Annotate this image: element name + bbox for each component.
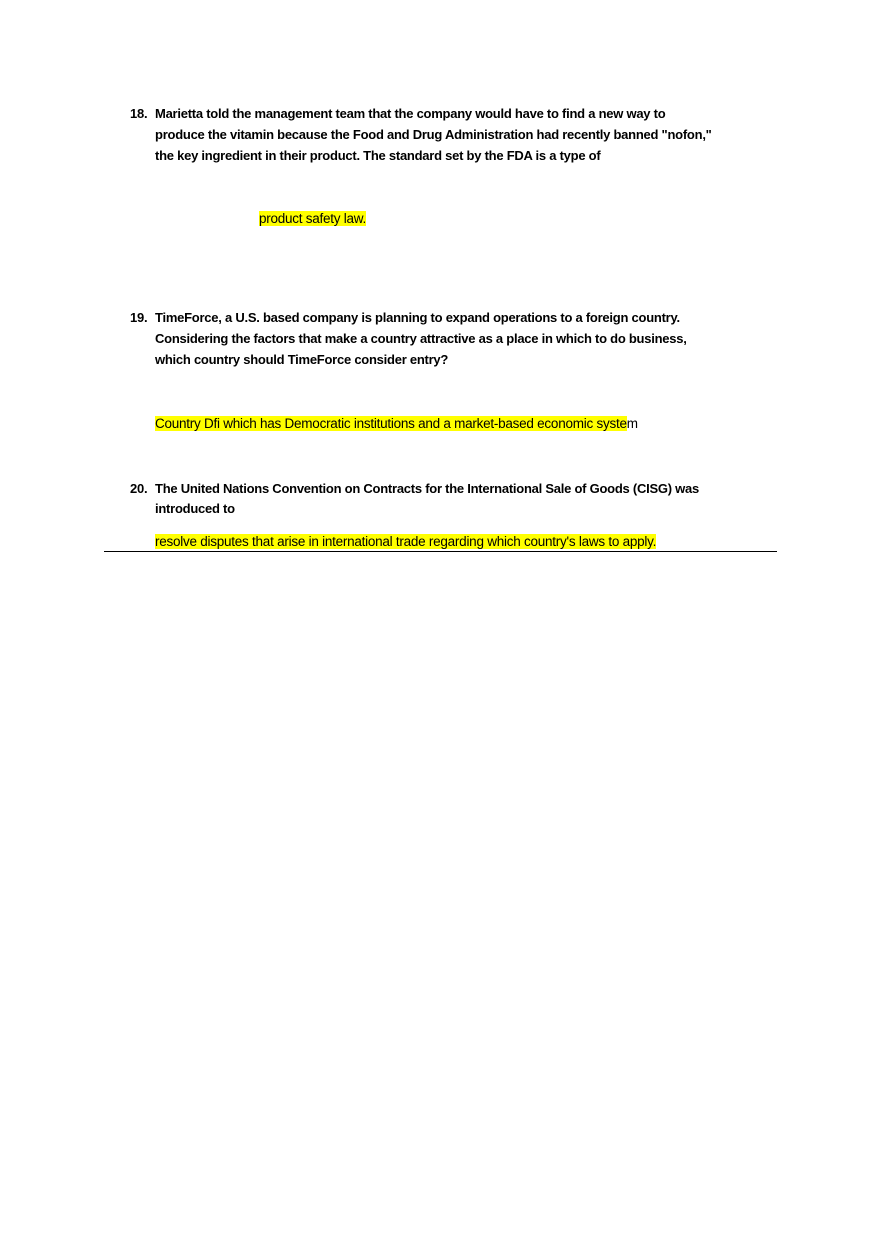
question-number: 20. [130,481,148,496]
answer-tail: m [626,416,638,431]
question-text-line: The United Nations Convention on Contracts for the International Sale of Goods (CISG) was [155,481,700,496]
question-text-line: produce the vitamin because the Food and Drug Administration had recently banned "nofon," [155,127,712,142]
question-text-line: the key ingredient in their product. The standard set by the FDA is a type of [155,148,601,163]
answer [155,533,656,551]
answer [155,415,638,433]
question-text-line: Considering the factors that make a country attractive as a place in which to do business, [155,331,687,346]
question-text-line: TimeForce, a U.S. based company is planning to expand operations to a foreign country. [155,310,680,325]
answer-highlighted: Country Dfi which has Democratic institutions and a market-based economic syste [155,416,627,431]
answer-highlighted: resolve disputes that arise in international trade regarding which country's laws to apply. [155,534,657,549]
question-text-line: introduced to [155,501,235,516]
question-text-line: which country should TimeForce consider entry? [155,352,449,367]
question-text-line: Marietta told the management team that the company would have to find a new way to [155,106,666,121]
horizontal-rule [104,551,777,552]
question-number: 18. [130,106,148,121]
answer [259,210,366,228]
answer-highlighted: product safety law. [259,211,367,226]
question-number: 19. [130,310,148,325]
